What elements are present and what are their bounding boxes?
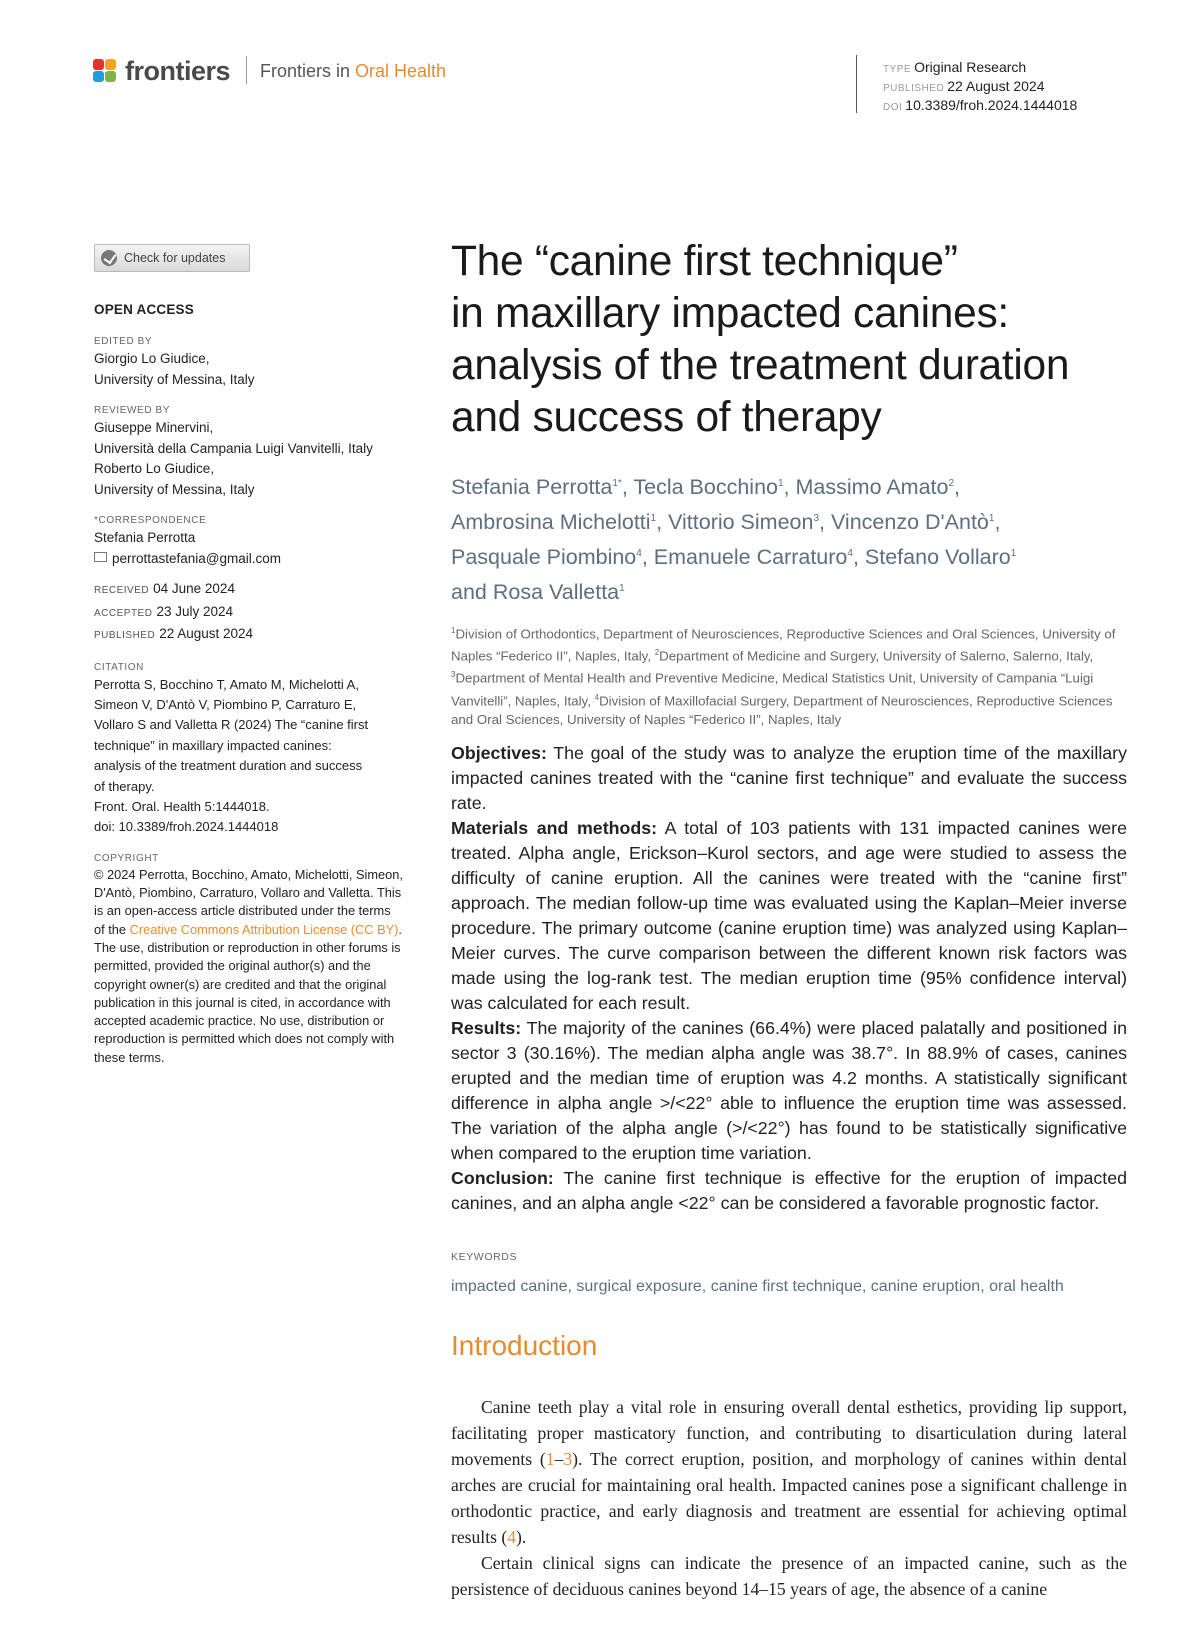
author-sep: ,: [819, 510, 831, 535]
citation-line: analysis of the treatment duration and success: [94, 758, 363, 774]
check-icon: [101, 250, 117, 266]
abstract: [451, 741, 1127, 1216]
author-name[interactable]: Pasquale Piombino: [451, 545, 637, 570]
author-name[interactable]: Stefania Perrotta: [451, 475, 613, 500]
introduction-body: [451, 1394, 1127, 1602]
abstract-label: Results:: [451, 1018, 522, 1038]
citation-line: Vollaro S and Valletta R (2024) The “canine first: [94, 717, 369, 733]
author-name[interactable]: Vincenzo D'Antò: [830, 510, 989, 535]
keywords: impacted canine, surgical exposure, canine first technique, canine eruption, oral health: [451, 1278, 1064, 1295]
author-sep: ,: [994, 510, 1001, 535]
author-sep: ,: [641, 545, 654, 570]
correspondence-email-row[interactable]: [94, 549, 404, 570]
abstract-text: The goal of the study was to analyze the eruption time of the maxillary impacted canines treated with the “canine first technique” and evaluate the success rate.: [451, 743, 1127, 813]
edited-by-label: EDITED BY: [94, 336, 153, 347]
copyright-text-end: . The use, distribution or reproduction in other forums is permitted, provided the original author(s) and the copyright owner(s) are credited and that the original publication in this journal is cited, in accordance with accepted academic practice. No use, distribution or reproduction is permitted which does not comply with these terms.: [94, 921, 402, 1065]
author-sep: ,: [783, 475, 796, 500]
author-name[interactable]: Emanuele Carraturo: [653, 545, 848, 570]
journal-prefix: Frontiers in: [260, 61, 356, 81]
affil-sup: 3: [451, 670, 456, 680]
article-meta: [883, 59, 1077, 116]
author-sup: 3: [813, 513, 820, 525]
type-value: Original Research: [914, 59, 1027, 75]
author-sep: ,: [852, 545, 865, 570]
open-access-label: OPEN ACCESS: [94, 302, 194, 317]
author-name[interactable]: Massimo Amato: [795, 475, 949, 500]
published-date: 22 August 2024: [159, 626, 254, 641]
affiliations: [451, 621, 1127, 730]
editor-name: Giorgio Lo Giudice,: [94, 351, 210, 366]
citation-text: [94, 675, 404, 838]
article-sidebar: [94, 244, 404, 1067]
intro-paragraph: Certain clinical signs can indicate the presence of an impacted canine, such as the persistence of deciduous canines beyond 14–15 years of age, the absence of a canine: [451, 1553, 1127, 1599]
citation-line: of therapy.: [94, 778, 155, 794]
author-sup: 1: [619, 583, 625, 595]
abstract-results: [451, 1016, 1127, 1166]
article-title: [451, 236, 1127, 444]
intro-text: Canine teeth play a vital role in ensuring overall dental esthetics, providing lip support, facilitating proper masticatory function, and contributing to disarticulation during lateral movements (: [451, 1397, 1127, 1469]
reference-link[interactable]: 1: [545, 1449, 555, 1469]
affiliation: Department of Medicine and Surgery, University of Salerno, Salerno, Italy,: [659, 648, 1094, 664]
copyright-text-start: © 2024 Perrotta, Bocchino, Amato, Michelotti, Simeon, D'Antò, Piombino, Carraturo, Vollaro and Valletta. This is an open-access article distributed under the terms of the: [94, 866, 403, 937]
keywords-label: KEYWORDS: [451, 1251, 518, 1263]
doi-link[interactable]: 10.3389/froh.2024.1444018: [905, 97, 1078, 113]
accepted-date: 23 July 2024: [156, 603, 234, 619]
journal-name[interactable]: [260, 61, 446, 82]
journal-subject: Oral Health: [355, 61, 447, 81]
reviewer-name: Giuseppe Minervini,: [94, 420, 214, 435]
accepted-label: ACCEPTED: [94, 607, 153, 619]
citation-line: technique” in maxillary impacted canines:: [94, 737, 332, 753]
affiliation: Division of Maxillofacial Surgery, Department of Neurosciences, Reproductive Sciences and Oral Sciences, University of Naples “Federico II”, Naples, Italy: [451, 693, 1113, 728]
abstract-methods: [451, 816, 1127, 1016]
title-line: and success of therapy: [451, 394, 882, 441]
citation-line: doi: 10.3389/froh.2024.1444018: [94, 819, 279, 835]
author-sup: 2: [948, 478, 955, 489]
received-date: 04 June 2024: [153, 581, 235, 596]
reviewer-affiliation: Università della Campania Luigi Vanvitelli, Italy: [94, 440, 373, 456]
title-line: in maxillary impacted canines:: [451, 290, 1009, 337]
author-sup: 1: [650, 513, 657, 525]
citation-line: Front. Oral. Health 5:1444018.: [94, 798, 270, 814]
doi-label: DOI: [883, 102, 903, 113]
author-list: [451, 468, 1127, 609]
check-for-updates-label: Check for updates: [124, 251, 226, 265]
abstract-label: Materials and methods:: [451, 818, 658, 838]
author-sup: 1: [988, 513, 995, 525]
citation-line: Simeon V, D'Antò V, Piombino P, Carraturo E,: [94, 696, 357, 712]
published-label: PUBLISHED: [883, 83, 945, 94]
affil-sup: 2: [654, 648, 660, 658]
copyright-label: COPYRIGHT: [94, 852, 159, 864]
header-divider: [246, 56, 247, 84]
published-label: PUBLISHED: [94, 630, 156, 641]
copyright-text: [94, 866, 404, 1067]
author-sep: ,: [954, 475, 960, 500]
frontiers-logo-icon: [93, 59, 119, 85]
page-header: [0, 0, 1202, 120]
abstract-text: A total of 103 patients with 131 impacted canines were treated. Alpha angle, Erickson–Kurol sectors, and age were studied to assess the difficulty of canine eruption. All the canines were treated with the “canine first” approach. The median follow-up time was evaluated using the Kaplan–Meier inverse procedure. The primary outcome (canine eruption time) was analyzed using Kaplan–Meier curves. The curve comparison between the different known risk factors was made using the log-rank test. The median eruption time (95% confidence interval) was calculated for each result.: [451, 818, 1127, 1013]
author-name[interactable]: Stefano Vollaro: [864, 545, 1011, 570]
author-sup: 4: [636, 548, 642, 560]
author-sep: ,: [656, 510, 669, 535]
abstract-text: The canine first technique is effective for the eruption of impacted canines, and an alpha angle <22° can be considered a favorable prognostic factor.: [451, 1168, 1127, 1213]
correspondence-email[interactable]: perrottastefania@gmail.com: [112, 550, 282, 566]
author-name[interactable]: Vittorio Simeon: [668, 510, 814, 535]
citation-line: Perrotta S, Bocchino T, Amato M, Michelotti A,: [94, 676, 359, 692]
author-sup: 1: [778, 478, 784, 489]
cc-by-license-link[interactable]: Creative Commons Attribution License (CC BY): [129, 921, 399, 937]
reviewer-name: Roberto Lo Giudice,: [94, 461, 215, 476]
article-dates: [94, 579, 404, 647]
frontiers-wordmark: frontiers: [125, 56, 231, 86]
author-sup: 4: [847, 548, 853, 560]
check-for-updates-button[interactable]: [94, 244, 250, 272]
reference-link[interactable]: 3: [563, 1449, 573, 1469]
type-label: TYPE: [883, 64, 912, 75]
affil-sup: 1: [451, 625, 456, 635]
intro-text: –: [554, 1449, 564, 1469]
author-name[interactable]: Ambrosina Michelotti: [451, 510, 651, 535]
title-line: analysis of the treatment duration: [451, 342, 1070, 389]
citation-label: CITATION: [94, 661, 144, 673]
intro-text: ).: [516, 1527, 527, 1547]
correspondence-name: Stefania Perrotta: [94, 530, 196, 545]
title-line: The “canine first technique”: [451, 238, 958, 285]
article-head: [451, 236, 1127, 729]
reviewer-affiliation: University of Messina, Italy: [94, 481, 255, 497]
correspondence-label: *CORRESPONDENCE: [94, 515, 207, 526]
abstract-text: The majority of the canines (66.4%) were placed palatally and positioned in sector 3 (30.16%). The median alpha angle was 38.7°. In 88.9% of cases, canines erupted and the median time of eruption was 4.2 months. A statistically significant difference in alpha angle >/<22° able to influence the eruption time was assessed. The variation of the alpha angle (>/<22°) has found to be statistically significative when compared to the eruption time variation.: [451, 1018, 1127, 1163]
author-name[interactable]: and Rosa Valletta: [451, 580, 620, 605]
introduction-heading: Introduction: [451, 1330, 598, 1361]
affiliation: Department of Mental Health and Preventive Medicine, Medical Statistics Unit, University of Campania “Luigi Vanvitelli”, Naples, Italy,: [451, 670, 1094, 709]
author-sup: 1: [1010, 548, 1017, 560]
mail-icon: [94, 552, 107, 562]
affil-sup: 4: [594, 692, 600, 702]
intro-text: ). The correct eruption, position, and morphology of canines within dental arches are crucial for maintaining oral health. Impacted canines pose a significant challenge in orthodontic practice, and early diagnosis and treatment are essential for achieving optimal results (: [451, 1449, 1128, 1547]
author-sep: ,: [621, 475, 634, 500]
reviewed-by-label: REVIEWED BY: [94, 405, 171, 416]
reference-link[interactable]: 4: [507, 1527, 516, 1547]
meta-rule: [856, 55, 857, 113]
affiliation: Division of Orthodontics, Department of Neurosciences, Reproductive Sciences and Oral Sciences, University of Naples “Federico II”, Naples, Italy,: [451, 626, 1116, 664]
frontiers-logo[interactable]: [93, 56, 230, 87]
abstract-label: Conclusion:: [451, 1168, 554, 1188]
editor-affiliation: University of Messina, Italy: [94, 371, 255, 387]
published-value: 22 August 2024: [947, 78, 1045, 94]
abstract-objectives: [451, 741, 1127, 816]
abstract-conclusion: [451, 1166, 1127, 1216]
abstract-label: Objectives:: [451, 743, 547, 763]
intro-paragraph: [451, 1394, 1127, 1550]
author-name[interactable]: Tecla Bocchino: [633, 475, 778, 500]
received-label: RECEIVED: [94, 585, 150, 596]
author-sup: 1*: [612, 478, 622, 489]
